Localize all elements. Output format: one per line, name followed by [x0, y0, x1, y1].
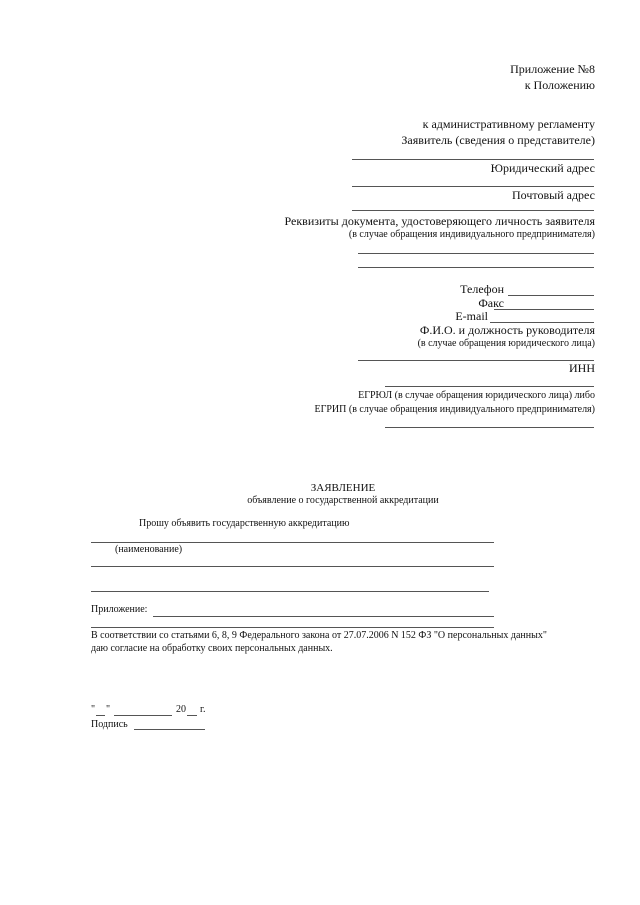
attachment-blank-line[interactable]	[153, 616, 494, 617]
signature-label: Подпись	[91, 719, 128, 730]
head-name-blank-line[interactable]	[358, 360, 594, 361]
year-prefix: 20	[176, 704, 186, 715]
inn-blank-line[interactable]	[385, 386, 594, 387]
egrip-blank-line[interactable]	[385, 427, 594, 428]
statement-title: ЗАЯВЛЕНИЕ	[310, 482, 376, 494]
organization-name-line-3[interactable]	[91, 591, 489, 592]
legal-address-label: Юридический адрес	[490, 161, 595, 175]
postal-address-label: Почтовый адрес	[511, 188, 595, 202]
statement-subtitle: объявление о государственной аккредитации	[247, 495, 439, 506]
attachment-label: Приложение:	[91, 604, 148, 615]
id-document-note: (в случае обращения индивидуального предпринимателя)	[348, 229, 595, 240]
date-open-quote: "	[91, 704, 96, 715]
head-name-note: (в случае обращения юридического лица)	[417, 338, 595, 349]
date-close-quote: "	[106, 704, 111, 715]
fax-blank-line[interactable]	[494, 309, 594, 310]
postal-address-blank-line[interactable]	[352, 210, 594, 211]
year-suffix: г.	[200, 704, 206, 715]
phone-blank-line[interactable]	[508, 295, 594, 296]
organization-name-line-1[interactable]	[91, 542, 494, 543]
date-day-blank[interactable]	[96, 715, 105, 716]
appendix-to-regulation: к Положению	[524, 78, 595, 92]
personal-data-consent-line-1: В соответствии со статьями 6, 8, 9 Федерального закона от 27.07.2006 N 152 ФЗ "О персональных данных"	[91, 630, 547, 641]
applicant-blank-line[interactable]	[352, 159, 594, 160]
email-label: E-mail	[455, 309, 488, 323]
fax-label: Факс	[478, 296, 504, 310]
id-document-label: Реквизиты документа, удостоверяющего личность заявителя	[284, 214, 595, 228]
accreditation-request-text: Прошу объявить государственную аккредитацию	[139, 518, 350, 529]
name-hint: (наименование)	[115, 544, 183, 555]
egrip-label: ЕГРИП (в случае обращения индивидуального предпринимателя)	[314, 404, 595, 415]
signature-blank-line[interactable]	[134, 729, 205, 730]
phone-label: Телефон	[460, 282, 504, 296]
date-year-blank[interactable]	[187, 715, 197, 716]
attachment-blank-line-2[interactable]	[91, 627, 494, 628]
head-name-label: Ф.И.О. и должность руководителя	[419, 323, 595, 337]
date-month-blank[interactable]	[114, 715, 172, 716]
inn-label: ИНН	[569, 361, 595, 375]
organization-name-line-2[interactable]	[91, 566, 494, 567]
egrul-label: ЕГРЮЛ (в случае обращения юридического лица) либо	[358, 390, 595, 401]
id-document-blank-line-1[interactable]	[358, 253, 594, 254]
applicant-label: Заявитель (сведения о представителе)	[401, 133, 595, 147]
id-document-blank-line-2[interactable]	[358, 267, 594, 268]
appendix-number: Приложение №8	[510, 62, 595, 76]
appendix-to-admin-regulation: к административному регламенту	[422, 117, 595, 131]
personal-data-consent-line-2: даю согласие на обработку своих персональных данных.	[91, 643, 333, 654]
legal-address-blank-line[interactable]	[352, 186, 594, 187]
